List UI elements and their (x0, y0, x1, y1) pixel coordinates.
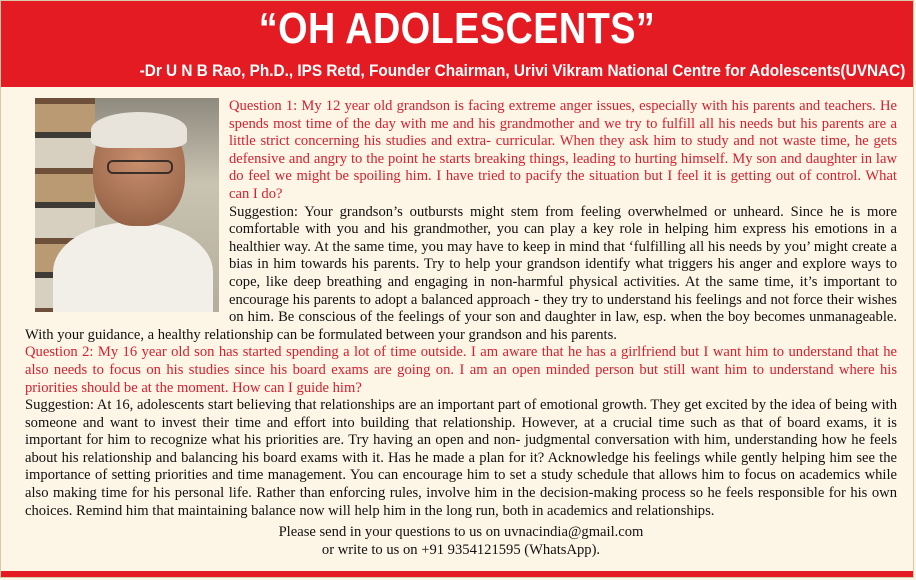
article-byline: -Dr U N B Rao, Ph.D., IPS Retd, Founder Chairman, Urivi Vikram National Centre for Adolescents(UVNAC) (139, 62, 905, 80)
header-banner (1, 1, 913, 87)
article-title: “OH ADOLESCENTS” (258, 4, 656, 53)
question-2: Question 2: My 16 year old son has started spending a lot of time outside. I am aware that he has a girlfriend but I want him to understand that he also needs to focus on his studies since his board exams are going on. I am an open minded person but still want him to understand where his priorities should be at the moment. How can I guide him? (25, 344, 897, 396)
contact-whatsapp-line: or write to us on +91 9354121595 (WhatsApp). (321, 541, 601, 558)
bottom-accent-bar (1, 571, 913, 577)
question-1: Question 1: My 12 year old grandson is facing extreme anger issues, especially with his parents and teachers. He spends most time of the day with me and his grandmother and we try to fulfill all his needs but his parents are a little strict concerning his studies and extra- curricular. When they ask him to study and not waste time, he gets defensive and angry to the point he starts breaking things, leading to hurting himself. My son and daughter in law do feel we might be spoiling him. I have tried to pacify the situation but I feel it is getting out of control. What can I do? (229, 98, 897, 202)
article-body (25, 98, 897, 559)
answer-1: Suggestion: Your grandson’s outbursts might stem from feeling overwhelmed or unheard. Since he is more comfortable with you and his grandmother, you can play a key role in helping him express his emotions in a healthier way. At the same time, you may have to keep in mind that ‘fulfilling all his needs by you’ might create a bias in him towards his parents. Try to help your grandson identify what triggers his anger and explore ways to cope, like deep breathing and engaging in non-harmful physical activities. At the same time, it’s important to encourage his parents to adopt a balanced approach - they try to understand his feelings and not force their wishes on him. Be conscious of the feelings of your son and daughter in law, esp. when the boy becomes unmanageable. With your guidance, a healthy relationship can be formulated between your grandson and his parents. (25, 203, 897, 343)
portrait-shirt (53, 222, 213, 312)
contact-email-line: Please send in your questions to us on uvnacindia@gmail.com (278, 524, 644, 541)
contact-footer (25, 524, 897, 559)
author-photo (35, 98, 219, 312)
portrait-hair (91, 112, 187, 148)
answer-2: Suggestion: At 16, adolescents start believing that relationships are an important part of emotional growth. They get excited by the idea of being with someone and want to invest their time and effort into building that relationship. However, at a crucial time such as that of board exams, it is important for him to recognize what his priorities are. Try having an open and non- judgmental conversation with him, understanding how he feels about his relationship and balancing his board exams with it. Has he made a plan for it? Acknowledge his feelings while gently helping him see the importance of setting priorities and time management. You can encourage him to set a study schedule that allows him to focus on academics while also making time for his personal life. Rather than enforcing rules, involve him in the decision-making process so he feels responsible for his own choices. Remind him that maintaining balance now will help him in the long run, both in academics and relationships. (25, 397, 897, 519)
portrait-glasses (107, 160, 173, 174)
